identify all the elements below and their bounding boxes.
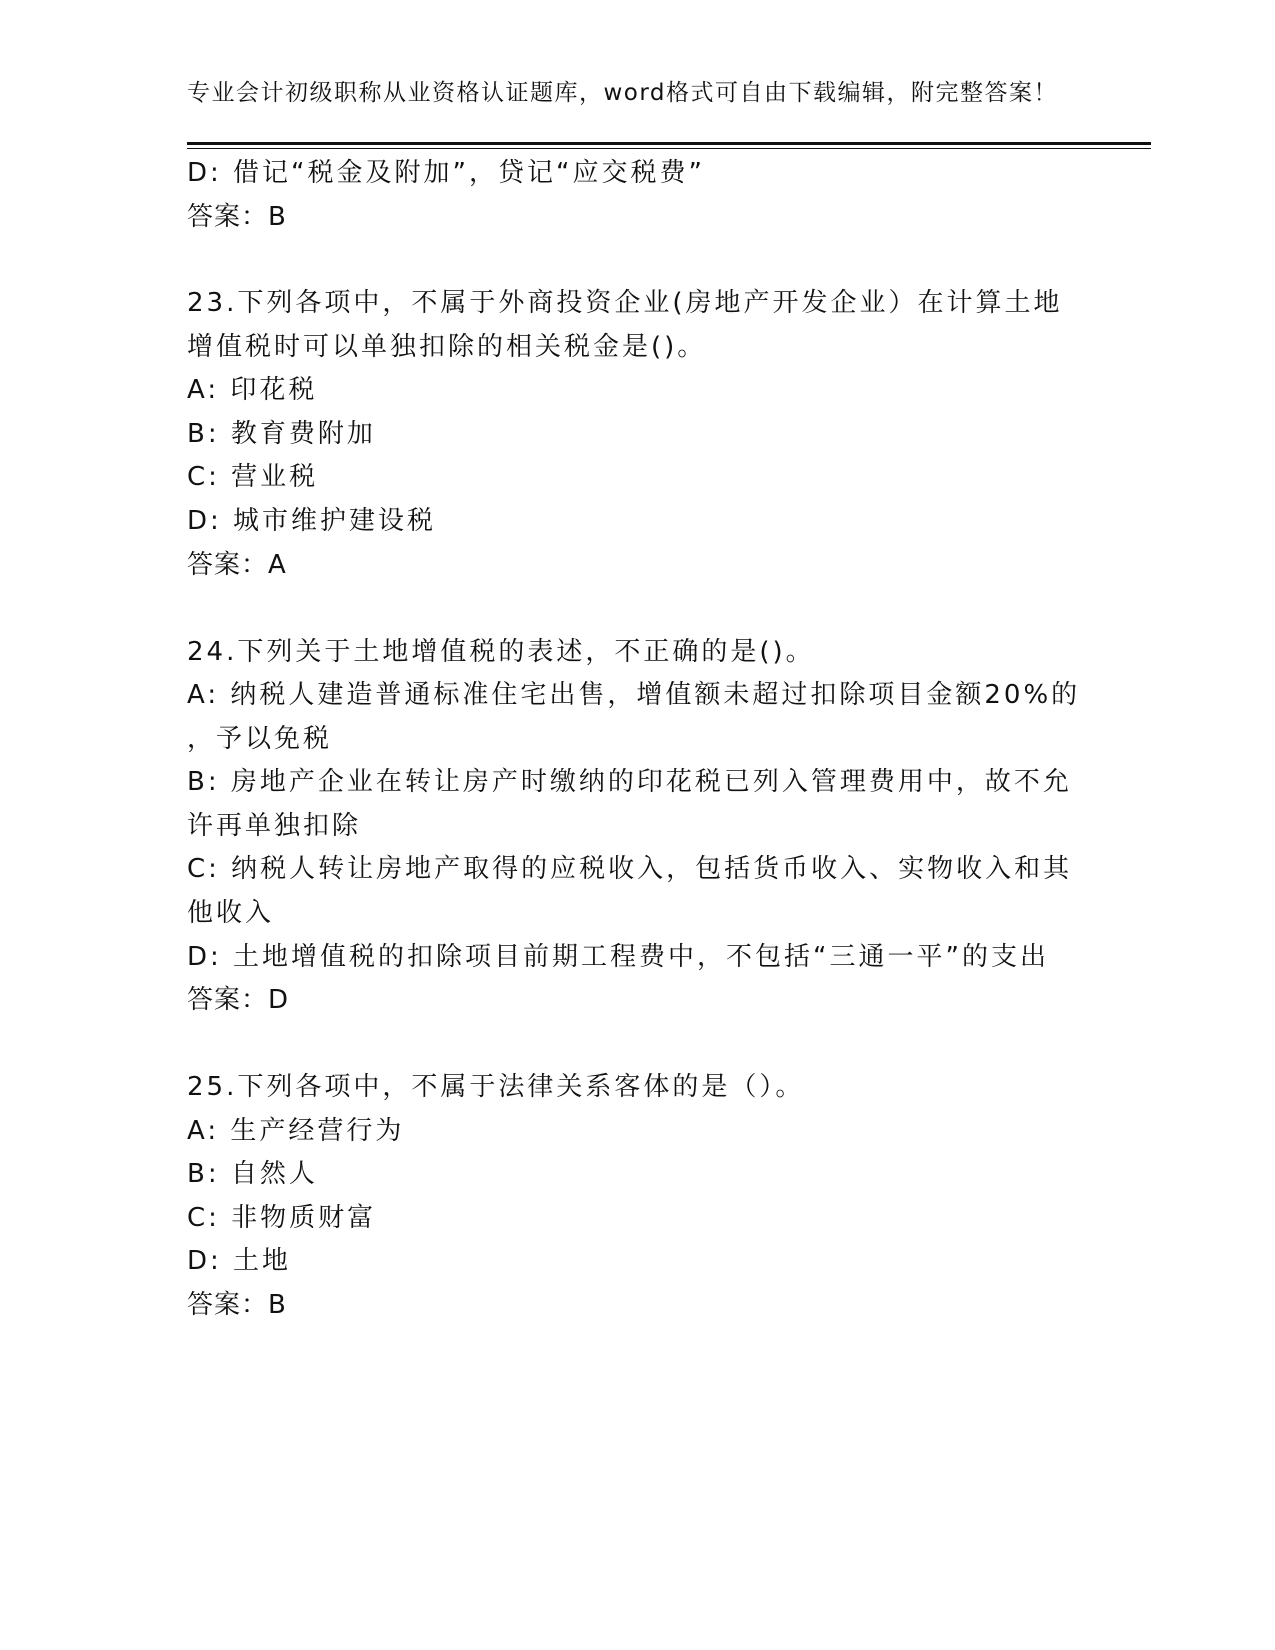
q23-option-a: A: 印花税: [187, 375, 318, 405]
q24-option-c-line1: C: 纳税人转让房地产取得的应税收入，包括货币收入、实物收入和其: [187, 854, 1073, 884]
q23-option-b: B: 教育费附加: [187, 419, 376, 449]
prev-option-d: D: 借记“税金及附加”，贷记“应交税费”: [187, 158, 705, 188]
q24-stem: 24.下列关于土地增值税的表述，不正确的是()。: [187, 637, 815, 667]
q23-stem-line2: 增值税时可以单独扣除的相关税金是()。: [187, 332, 707, 362]
q23-option-d: D: 城市维护建设税: [187, 506, 437, 536]
q24-option-a-line2: ，予以免税: [187, 724, 333, 754]
q24-option-a-line1: A: 纳税人建造普通标准住宅出售，增值额未超过扣除项目金额20%的: [187, 680, 1081, 710]
q24-option-d: D: 土地增值税的扣除项目前期工程费中，不包括“三通一平”的支出: [187, 942, 1049, 972]
q25-answer: 答案：B: [187, 1290, 287, 1320]
q25-option-c: C: 非物质财富: [187, 1203, 377, 1233]
q25-option-a: A: 生产经营行为: [187, 1116, 405, 1146]
header-rule-thick: [187, 142, 1151, 145]
q24-option-b-line1: B: 房地产企业在转让房产时缴纳的印花税已列入管理费用中，故不允: [187, 767, 1072, 797]
q25-option-b: B: 自然人: [187, 1159, 318, 1189]
page-header: 专业会计初级职称从业资格认证题库，word格式可自由下载编辑，附完整答案！: [187, 80, 1059, 106]
q23-option-c: C: 营业税: [187, 462, 319, 492]
q24-answer: 答案：D: [187, 985, 290, 1015]
q24-option-b-line2: 许再单独扣除: [187, 811, 362, 841]
header-rule-thin: [187, 148, 1151, 149]
q23-answer: 答案：A: [187, 550, 287, 580]
q25-option-d: D: 土地: [187, 1246, 292, 1276]
prev-answer: 答案：B: [187, 202, 287, 232]
q23-stem-line1: 23.下列各项中，不属于外商投资企业(房地产开发企业）在计算土地: [187, 288, 1063, 318]
q24-option-c-line2: 他收入: [187, 898, 275, 928]
q25-stem: 25.下列各项中，不属于法律关系客体的是（）。: [187, 1072, 805, 1102]
